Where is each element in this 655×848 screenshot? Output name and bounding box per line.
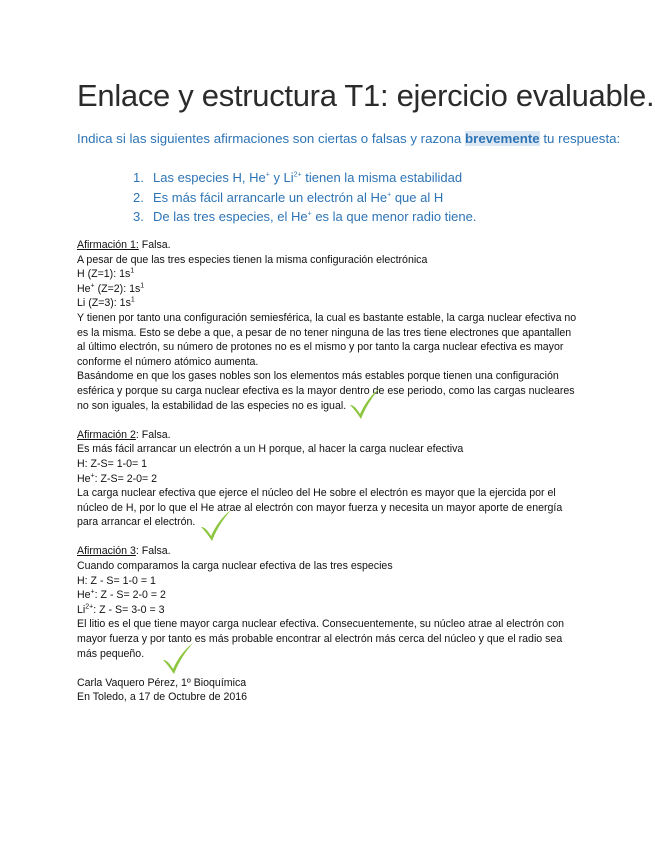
- superscript: 1: [130, 267, 135, 275]
- check-mark-icon: [160, 641, 196, 675]
- statement-item: [133, 168, 477, 188]
- instructions-text-end: tu respuesta:: [539, 131, 621, 146]
- zeff-text: He: [77, 589, 91, 602]
- answer-verdict: : Falsa.: [135, 428, 171, 441]
- zeff-h: H: Z-S= 1-0= 1: [77, 457, 148, 470]
- zeff-text: Li: [77, 603, 86, 616]
- statement-number: 2.: [133, 189, 144, 205]
- answer-1-heading: [77, 238, 582, 253]
- answer-2-heading: [77, 428, 582, 443]
- answer-3-intro: Cuando comparamos la carga nuclear efectiva de las tres especies: [77, 560, 393, 573]
- answer-2-paragraph: La carga nuclear efectiva que ejerce el núcleo del He sobre el electrón es mayor que la ejercida por el núcleo de H, por lo que el He atrae al electrón con mayor fuerza y necesita un mayor aporte de energía para arrancar el electrón.: [77, 487, 563, 529]
- zeff-text: : Z - S= 3-0 = 3: [93, 603, 165, 616]
- statement-text: Las especies H, He: [153, 170, 266, 185]
- zeff-li: [77, 603, 582, 618]
- answer-verdict: : Falsa.: [135, 545, 171, 558]
- instructions-emphasis: brevemente: [465, 131, 540, 146]
- config-text: H (Z=1): 1s: [77, 268, 131, 281]
- config-text: (Z=2): 1s: [94, 282, 141, 295]
- statement-text: es la que menor radio tiene.: [311, 209, 477, 224]
- zeff-he: [77, 588, 582, 603]
- config-li: [77, 296, 582, 311]
- superscript: 1: [130, 296, 135, 304]
- zeff-text: He: [77, 472, 91, 485]
- statement-number: 3.: [133, 209, 144, 224]
- superscript: +: [90, 282, 95, 290]
- zeff-text: : Z-S= 2-0= 2: [94, 472, 158, 485]
- config-text: He: [77, 282, 91, 295]
- instructions-text-start: Indica si las siguientes afirmaciones son ciertas o falsas y razona: [77, 131, 466, 146]
- superscript: +: [90, 588, 95, 596]
- zeff-he: [77, 472, 582, 487]
- answer-label: Afirmación 2: [77, 428, 136, 441]
- statement-text: y Li: [269, 170, 294, 185]
- check-mark-icon: [198, 508, 234, 542]
- check-mark-icon: [347, 386, 383, 420]
- superscript: 2+: [293, 171, 302, 179]
- signature-place-date: En Toledo, a 17 de Octubre de 2016: [77, 691, 248, 704]
- statements-list: [133, 168, 477, 227]
- superscript: +: [387, 191, 392, 199]
- superscript: 1: [140, 282, 145, 290]
- zeff-text: : Z - S= 2-0 = 2: [94, 589, 166, 602]
- answer-1-intro: A pesar de que las tres especies tienen la misma configuración electrónica: [77, 253, 428, 266]
- superscript: +: [90, 471, 95, 479]
- statement-text: De las tres especies, el He: [153, 209, 308, 224]
- answer-3-paragraph: El litio es el que tiene mayor carga nuclear efectiva. Consecuentemente, su núcleo atrae al electrón con mayor fuerza y por tanto es más probable encontrar al electrón más cerca del núcleo y que el radio sea más pequeño.: [77, 618, 565, 660]
- answer-verdict: Falsa.: [138, 239, 171, 251]
- statement-item: [133, 188, 477, 208]
- signature-name: Carla Vaquero Pérez, 1º Bioquímica: [77, 676, 247, 689]
- answer-label: Afirmación 1:: [77, 239, 139, 251]
- superscript: +: [265, 171, 270, 179]
- zeff-h: H: Z - S= 1-0 = 1: [77, 574, 156, 587]
- answer-1-paragraph-2: Basándome en que los gases nobles son los elementos más estables porque tienen una configuración esférica y porque su carga nuclear efectiva es la mayor dentro de ese periodo, como las cargas nucleares no son iguales, la estabilidad de las especies no es igual.: [77, 370, 575, 412]
- statement-number: 1.: [133, 170, 144, 185]
- config-text: Li (Z=3): 1s: [77, 297, 131, 310]
- answers-section: [77, 238, 582, 705]
- answer-1-paragraph: Y tienen por tanto una configuración semiesférica, la cual es bastante estable, la carga nuclear efectiva no es la misma. Esto se debe a que, a pesar de no tener ninguna de las tres tiene electrones que apantallen al último electrón, su número de protones no es el mismo y por tanto la carga nuclear efectiva es mayor conforme el número atómico aumenta.: [77, 311, 577, 368]
- statement-item: [133, 207, 477, 227]
- answer-2-intro: Es más fácil arrancar un electrón a un H porque, al hacer la carga nuclear efectiva: [77, 443, 464, 456]
- statement-text: Es más fácil arrancarle un electrón al He: [153, 189, 388, 205]
- superscript: 2+: [85, 603, 94, 611]
- page-title: Enlace y estructura T1: ejercicio evaluable.: [77, 78, 655, 113]
- statement-text: tienen la misma estabilidad: [301, 170, 463, 185]
- answer-3-heading: [77, 544, 582, 559]
- superscript: +: [307, 210, 312, 218]
- answer-label: Afirmación 3: [77, 545, 136, 558]
- config-h: [77, 267, 582, 282]
- config-he: [77, 282, 582, 297]
- statement-text: que al H: [391, 189, 444, 205]
- instructions: [77, 131, 620, 146]
